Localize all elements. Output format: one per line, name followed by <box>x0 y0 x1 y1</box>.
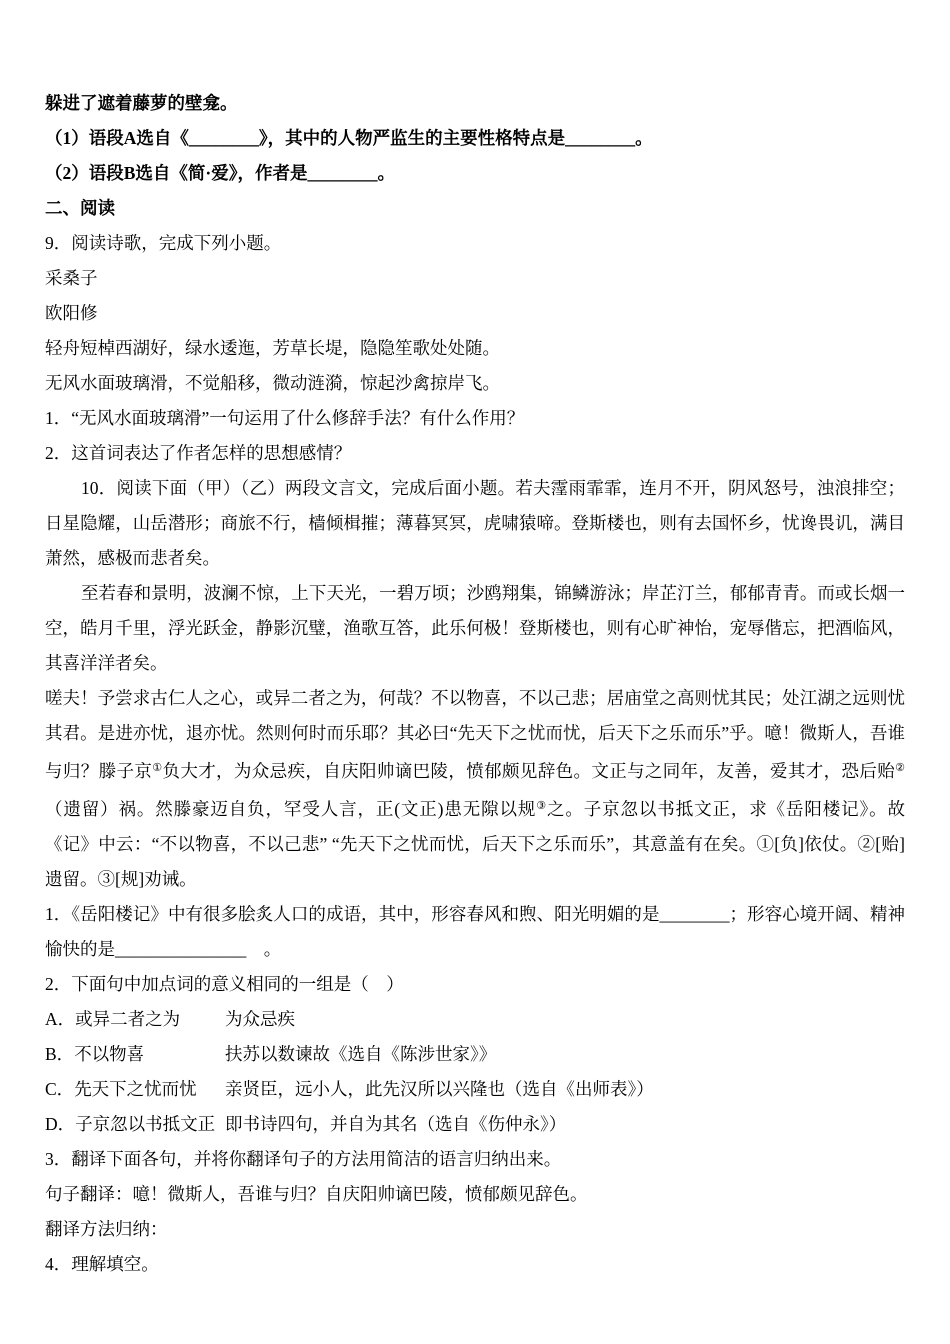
option-b-right-phrase: 扶苏以数谏故《选自《陈涉世家》》 <box>225 1044 497 1064</box>
passage-segment-song: （遗留）祸。然滕豪迈自负，罕受人言，正(文正)患无隙以规 <box>45 799 537 819</box>
option-a-left-cell <box>45 1002 225 1037</box>
option-c-left-phrase: 先天下之忧而忧 <box>74 1079 197 1099</box>
passage-segment-kai: 嗟夫！予尝求古仁人之心，或异二者之为，何哉？不以物喜，不以己悲；居庙堂之高则忧其民；处江湖之远则忧其君。是进亦忧，退亦忧。然则何时而乐耶？其必曰“先天下之忧而忧，后天下之乐而乐”乎。噫！微斯人，吾谁与归？ <box>45 688 905 781</box>
section-heading-reading: 二、阅读 <box>45 198 115 218</box>
option-a-right-phrase: 为众忌疾 <box>225 1009 295 1029</box>
passage-a3-and-passage-b <box>45 681 905 897</box>
option-c-label: C． <box>45 1079 75 1099</box>
passage-segment-sup: ② <box>895 762 905 774</box>
sentence-translation-prompt: 句子翻译：噫！微斯人，吾谁与归？自庆阳帅谪巴陵，愤郁颇见辞色。 <box>45 1184 588 1204</box>
option-d-left-phrase: 子京忽以书抵文正 <box>75 1114 216 1134</box>
passage-segment-song: 负大才，为众忌疾，自庆阳帅谪巴陵，愤郁颇见辞色。文正与之同年，友善，爱其才，恐后贻 <box>162 761 896 781</box>
poem-line-1: 轻舟短棹西湖好，绿水逶迤，芳草长堤，隐隐笙歌处处随。 <box>45 338 500 358</box>
option-a-left-phrase: 或异二者之为 <box>75 1009 181 1029</box>
option-d-right-phrase: 即书诗四句，并自为其名（选自《伤仲永》） <box>225 1114 567 1134</box>
question-9-sub-2: 2．这首词表达了作者怎样的思想感情？ <box>45 443 352 463</box>
passage-segment-song: 10．阅读下面（甲）（乙）两段文言文，完成后面小题。 <box>81 478 516 498</box>
option-b-left-phrase: 不以物喜 <box>74 1044 145 1064</box>
passage-segment-sup: ① <box>152 762 163 774</box>
poem-author: 欧阳修 <box>45 303 98 323</box>
option-d-left-cell <box>45 1107 225 1142</box>
option-d-label: D． <box>45 1114 76 1134</box>
option-c-left-cell <box>45 1072 225 1107</box>
fill-blank-question-1: （1）语段A选自《________》，其中的人物严监生的主要性格特点是________。 <box>45 128 653 148</box>
question-9-sub-1: 1．“无风水面玻璃滑”一句运用了什么修辞手法？有什么作用？ <box>45 408 525 428</box>
fill-blank-question-2: （2）语段B选自《简·爱》，作者是________。 <box>45 163 396 183</box>
question-10-sub-3: 3．翻译下面各句，并将你翻译句子的方法用简洁的语言归纳出来。 <box>45 1149 562 1169</box>
question-10-intro-and-passage-a1 <box>45 471 905 576</box>
option-b-left-cell <box>45 1037 225 1072</box>
passage-segment-kai: 若夫霪雨霏霏，连月不开，阴风怒号，浊浪排空；日星隐耀，山岳潜形；商旅不行，樯倾楫摧；薄暮冥冥，虎啸猿啼。登斯楼也，则有去国怀乡，忧谗畏讥，满目萧然，感极而悲者矣。 <box>45 478 906 568</box>
question-10-sub-2: 2．下面句中加点词的意义相同的一组是（ ） <box>45 974 404 994</box>
intro-line: 躲进了遮着藤萝的壁龛。 <box>45 93 238 113</box>
passage-a-paragraph-2: 至若春和景明，波澜不惊，上下天光，一碧万顷；沙鸥翔集，锦鳞游泳；岸芷汀兰，郁郁青青。而或长烟一空，皓月千里，浮光跃金，静影沉璧，渔歌互答，此乐何极！登斯楼也，则有心旷神怡，宠辱偕忘，把酒临风，其喜洋洋者矣。 <box>45 583 905 673</box>
option-b <box>45 1037 905 1072</box>
translation-method-prompt: 翻译方法归纳： <box>45 1219 168 1239</box>
question-10-sub-4: 4．理解填空。 <box>45 1254 159 1274</box>
option-c <box>45 1072 905 1107</box>
question-9-intro: 9．阅读诗歌，完成下列小题。 <box>45 233 282 253</box>
poem-line-2: 无风水面玻璃滑，不觉船移，微动涟漪，惊起沙禽掠岸飞。 <box>45 373 500 393</box>
passage-segment-sup: ③ <box>536 800 548 812</box>
option-c-right-phrase: 亲贤臣，远小人，此先汉所以兴隆也（选自《出师表》） <box>225 1079 654 1099</box>
option-a-label: A． <box>45 1009 76 1029</box>
option-b-label: B． <box>45 1044 75 1064</box>
option-d <box>45 1107 905 1142</box>
poem-title: 采桑子 <box>45 268 98 288</box>
question-10-sub-1: 1．《岳阳楼记》中有很多脍炙人口的成语，其中，形容春风和煦、阳光明媚的是________；形容心境开阔、精神愉快的是_______________ 。 <box>45 904 905 959</box>
passage-segment-song: 之。子京忽以书抵文正，求《岳阳楼记》。故《记》中云：“不以物喜，不以己悲” “先天下之忧而忧，后天下之乐而乐”，其意盖有在矣。①[负]依仗。②[贻]遗留。③[规]劝诫。 <box>45 799 905 889</box>
passage-segment-song: 滕子京 <box>98 761 153 781</box>
option-a <box>45 1002 905 1037</box>
